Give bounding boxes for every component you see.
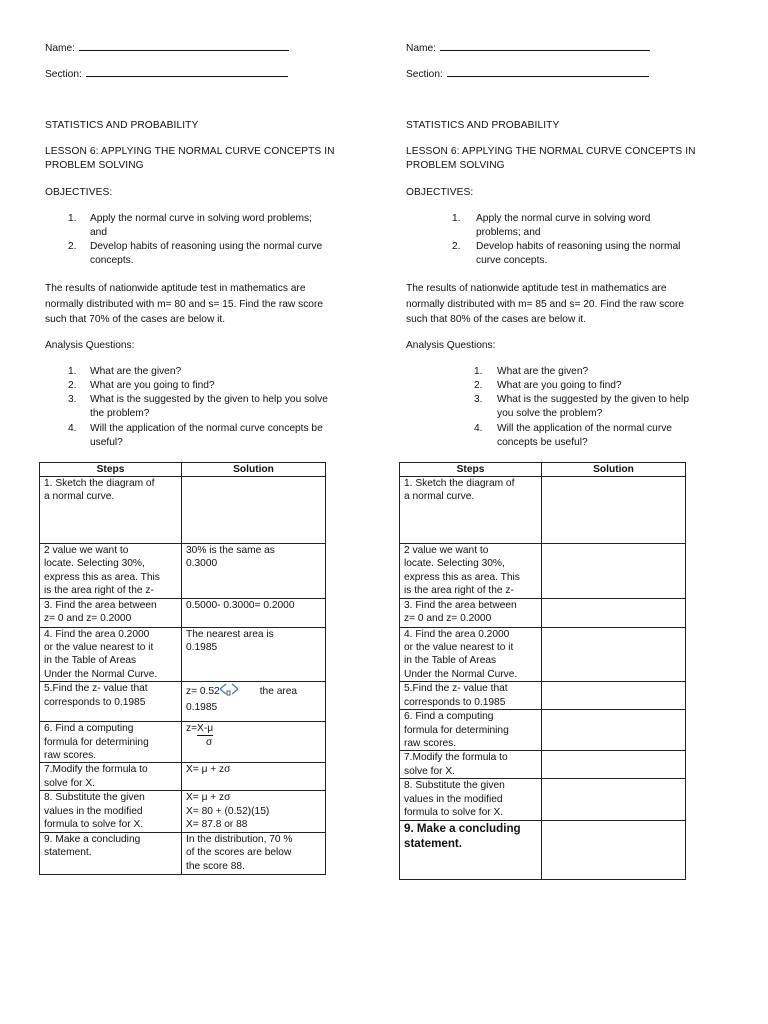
question-item: 4. Will the application of the normal curve concepts be useful? bbox=[68, 423, 323, 448]
table-row bbox=[40, 682, 326, 722]
table-row bbox=[400, 627, 686, 682]
table-row bbox=[400, 751, 686, 779]
solution-cell[interactable]: 30% is the same as 0.3000 bbox=[182, 544, 326, 599]
table-row bbox=[400, 682, 686, 710]
objective-item: 1. Apply the normal curve in solving word problems; and bbox=[452, 213, 651, 238]
analysis-questions-list bbox=[45, 365, 375, 450]
problem-statement: The results of nationwide aptitude test in mathematics are normally distributed with m= 85 and s= 20. Find the raw score such that 80% of the cases are below it. bbox=[406, 283, 685, 325]
solution-header: Solution bbox=[182, 463, 326, 477]
solution-cell[interactable] bbox=[542, 598, 686, 627]
step-cell: 9. Make a concluding statement. bbox=[40, 832, 182, 874]
lesson-title-line2: PROBLEM SOLVING bbox=[406, 160, 505, 171]
question-item: 2. What are you going to find? bbox=[68, 380, 215, 391]
table-row bbox=[40, 544, 326, 599]
name-line: Name: bbox=[45, 40, 289, 56]
step-cell: 2 value we want to locate. Selecting 30%, express this as area. This is the area right of the z- bbox=[40, 544, 182, 599]
step-cell: 4. Find the area 0.2000 or the value nearest to it in the Table of Areas Under the Normal Curve. bbox=[400, 627, 542, 682]
question-item: 3. What is the suggested by the given to help you solve the problem? bbox=[68, 394, 328, 419]
formula-numerator: X-μ bbox=[197, 723, 214, 735]
solution-cell[interactable] bbox=[182, 477, 326, 544]
name-field[interactable] bbox=[440, 40, 650, 51]
table-row bbox=[40, 791, 326, 832]
lesson-title-line1: LESSON 6: APPLYING THE NORMAL CURVE CONCEPTS IN bbox=[406, 146, 696, 157]
objectives-heading: OBJECTIVES: bbox=[406, 187, 474, 198]
step-cell: 3. Find the area between z= 0 and z= 0.2000 bbox=[40, 598, 182, 627]
objectives-heading: OBJECTIVES: bbox=[45, 187, 113, 198]
problem-statement: The results of nationwide aptitude test in mathematics are normally distributed with m= 80 and s= 15. Find the raw score such that 70% of the cases are below it. bbox=[45, 283, 324, 325]
objective-item: 2. Develop habits of reasoning using the normal curve concepts. bbox=[68, 241, 323, 266]
solution-cell[interactable]: The nearest area is 0.1985 bbox=[182, 627, 326, 682]
table-row bbox=[400, 820, 686, 879]
lesson-title-line1: LESSON 6: APPLYING THE NORMAL CURVE CONCEPTS IN bbox=[45, 146, 335, 157]
question-item: 3. What is the suggested by the given to help you solve the problem? bbox=[474, 394, 689, 419]
step-cell: 6. Find a computing formula for determining raw scores. bbox=[40, 722, 182, 763]
lesson-title-line2: PROBLEM SOLVING bbox=[45, 160, 144, 171]
table-row bbox=[40, 722, 326, 763]
steps-table-left bbox=[39, 462, 326, 875]
table-row bbox=[40, 763, 326, 791]
step-cell: 8. Substitute the given values in the modified formula to solve for X. bbox=[40, 791, 182, 832]
solution-cell[interactable]: In the distribution, 70 % of the scores are below the score 88. bbox=[182, 832, 326, 874]
question-item: 4. Will the application of the normal curve concepts be useful? bbox=[474, 423, 672, 448]
solution-cell[interactable] bbox=[542, 779, 686, 820]
solution-cell[interactable] bbox=[542, 820, 686, 879]
objectives-list bbox=[408, 212, 738, 268]
section-field[interactable] bbox=[447, 66, 649, 77]
objective-item: 2. Develop habits of reasoning using the normal curve concepts. bbox=[452, 241, 681, 266]
step-cell: 8. Substitute the given values in the modified formula to solve for X. bbox=[400, 779, 542, 820]
steps-header: Steps bbox=[400, 463, 542, 477]
step-cell: 2 value we want to locate. Selecting 30%, express this as area. This is the area right of the z- bbox=[400, 544, 542, 599]
solution-cell[interactable] bbox=[542, 751, 686, 779]
table-row bbox=[40, 627, 326, 682]
step-cell: 5.Find the z- value that corresponds to 0.1985 bbox=[400, 682, 542, 710]
solution-cell[interactable] bbox=[542, 682, 686, 710]
step-cell: 9. Make a concluding statement. bbox=[400, 820, 542, 879]
name-line: Name: bbox=[406, 40, 650, 56]
question-item: 1. What are the given? bbox=[68, 366, 182, 377]
table-row bbox=[400, 598, 686, 627]
solution-cell[interactable]: z=X-μ σ bbox=[182, 722, 326, 763]
question-item: 1. What are the given? bbox=[474, 366, 589, 377]
section-line: Section: bbox=[45, 66, 288, 82]
formula-denominator: σ bbox=[206, 737, 213, 749]
solution-cell[interactable] bbox=[542, 477, 686, 544]
table-row bbox=[400, 779, 686, 820]
solution-cell[interactable] bbox=[542, 710, 686, 751]
step-cell: 4. Find the area 0.2000 or the value nearest to it in the Table of Areas Under the Normal Curve. bbox=[40, 627, 182, 682]
section-line: Section: bbox=[406, 66, 649, 82]
solution-cell[interactable] bbox=[542, 544, 686, 599]
table-row bbox=[40, 477, 326, 544]
section-field[interactable] bbox=[86, 66, 288, 77]
solution-cell[interactable]: z= 0.52 the area 0.1985 bbox=[182, 682, 326, 722]
name-field[interactable] bbox=[79, 40, 289, 51]
step-cell: 1. Sketch the diagram of a normal curve. bbox=[400, 477, 542, 544]
step-cell: 5.Find the z- value that corresponds to 0.1985 bbox=[40, 682, 182, 722]
table-row bbox=[40, 832, 326, 874]
solution-header: Solution bbox=[542, 463, 686, 477]
step-cell: 7.Modify the formula to solve for X. bbox=[40, 763, 182, 791]
steps-table-right bbox=[399, 462, 686, 880]
question-item: 2. What are you going to find? bbox=[474, 380, 622, 391]
table-row bbox=[400, 477, 686, 544]
table-row bbox=[40, 598, 326, 627]
step-cell: 6. Find a computing formula for determining raw scores. bbox=[400, 710, 542, 751]
step-cell: 3. Find the area between z= 0 and z= 0.2000 bbox=[400, 598, 542, 627]
solution-cell[interactable] bbox=[542, 627, 686, 682]
step-cell: 7.Modify the formula to solve for X. bbox=[400, 751, 542, 779]
solution-cell[interactable]: X= μ + zσ bbox=[182, 763, 326, 791]
analysis-questions-list bbox=[406, 365, 736, 450]
solution-cell[interactable]: X= μ + zσ X= 80 + (0.52)(15) X= 87.8 or 88 bbox=[182, 791, 326, 832]
steps-header: Steps bbox=[40, 463, 182, 477]
table-row bbox=[400, 544, 686, 599]
subject-title: STATISTICS AND PROBABILITY bbox=[406, 120, 560, 131]
objective-item: 1. Apply the normal curve in solving word problems; and bbox=[68, 213, 312, 238]
step-cell: 1. Sketch the diagram of a normal curve. bbox=[40, 477, 182, 544]
analysis-heading: Analysis Questions: bbox=[406, 340, 496, 351]
solution-cell[interactable]: 0.5000- 0.3000= 0.2000 bbox=[182, 598, 326, 627]
objectives-list bbox=[45, 212, 375, 268]
table-row bbox=[400, 710, 686, 751]
subject-title: STATISTICS AND PROBABILITY bbox=[45, 120, 199, 131]
move-cursor-icon bbox=[214, 682, 244, 700]
analysis-heading: Analysis Questions: bbox=[45, 340, 135, 351]
